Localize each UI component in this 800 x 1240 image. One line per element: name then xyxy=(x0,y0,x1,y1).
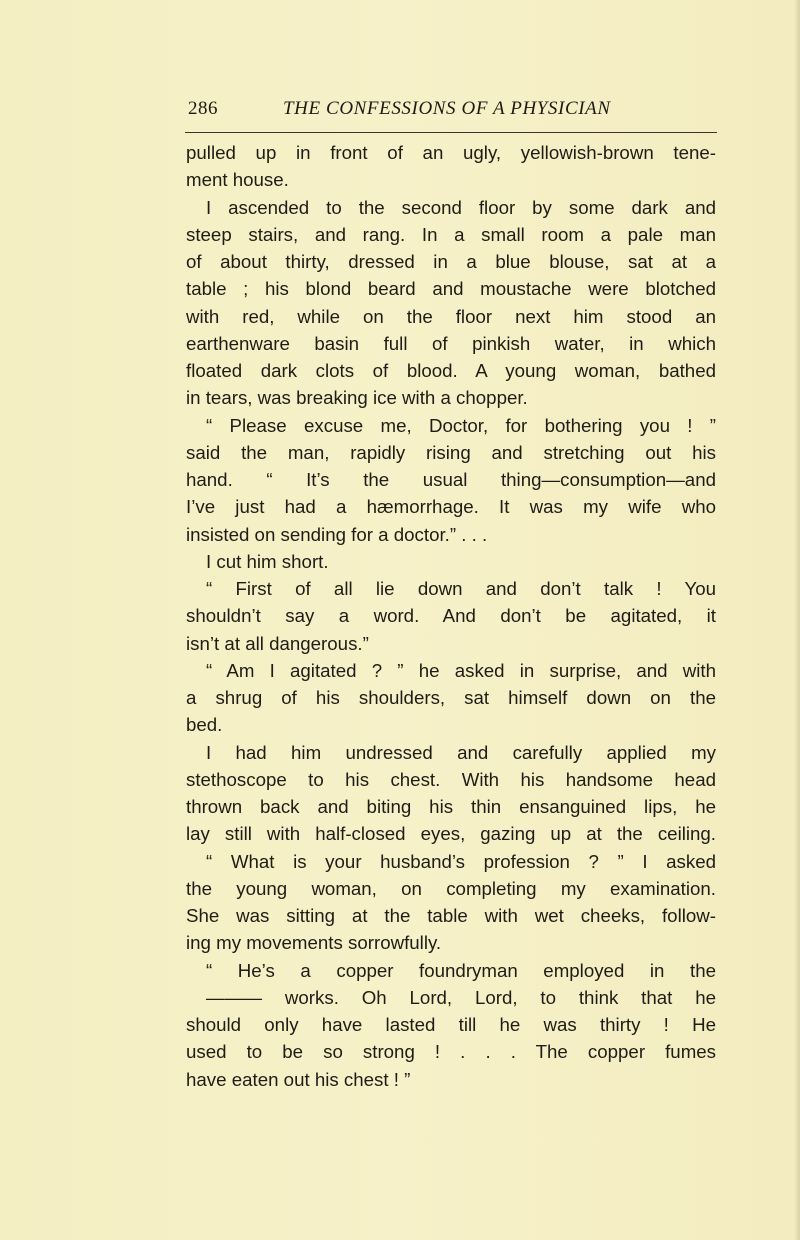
text-line: isn’t at all dangerous.” xyxy=(186,632,369,654)
page-header xyxy=(188,98,748,122)
text-line: I had him undressed and carefully applied my xyxy=(206,741,716,763)
text-line: pulled up in front of an ugly, yellowish-brown tene- xyxy=(186,142,716,163)
text-line: a shrug of his shoulders, sat himself down on the xyxy=(186,687,716,708)
text-line: said the man, rapidly rising and stretching out his xyxy=(186,441,716,463)
text-line: thrown back and biting his thin ensanguined lips, he xyxy=(186,796,716,817)
running-head: THE CONFESSIONS OF A PHYSICIAN xyxy=(283,98,611,119)
text-line: I cut him short. xyxy=(206,550,329,572)
text-line: lay still with half-closed eyes, gazing up at the ceiling. xyxy=(186,823,716,845)
header-rule xyxy=(185,132,717,133)
text-line: floated dark clots of blood. A young woman, bathed xyxy=(186,360,716,381)
text-line: “ He’s a copper foundryman employed in the xyxy=(206,959,716,981)
text-line: earthenware basin full of pinkish water, in which xyxy=(186,332,716,354)
text-line: ment house. xyxy=(186,169,289,191)
page-edge-shadow xyxy=(794,0,800,1240)
text-line: I’ve just had a hæmorrhage. It was my wife who xyxy=(186,496,716,518)
text-line: stethoscope to his chest. With his handsome head xyxy=(186,768,716,790)
text-line: “ Am I agitated ? ” he asked in surprise, and with xyxy=(206,659,716,681)
text-line: She was sitting at the table with wet cheeks, follow- xyxy=(186,905,716,926)
text-line: table ; his blond beard and moustache were blotched xyxy=(186,278,716,300)
text-line: used to be so strong ! . . . The copper fumes xyxy=(186,1041,716,1063)
text-line: have eaten out his chest ! ” xyxy=(186,1068,411,1090)
text-line: hand. “ It’s the usual thing—consumption—and xyxy=(186,469,716,490)
text-line: shouldn’t say a word. And don’t be agitated, it xyxy=(186,605,716,627)
text-line: “ Please excuse me, Doctor, for bothering you ! ” xyxy=(206,414,716,436)
text-line: with red, while on the floor next him stood an xyxy=(186,305,716,327)
text-line: of about thirty, dressed in a blue blouse, sat at a xyxy=(186,251,716,272)
text-line: ing my movements sorrowfully. xyxy=(186,932,442,954)
text-line: “ First of all lie down and don’t talk ! You xyxy=(206,578,716,599)
text-line: I ascended to the second floor by some dark and xyxy=(206,196,716,218)
text-line: the young woman, on completing my examination. xyxy=(186,877,716,899)
text-line: ——— works. Oh Lord, Lord, to think that he xyxy=(206,986,716,1008)
text-line: steep stairs, and rang. In a small room a pale man xyxy=(186,223,716,245)
text-line: insisted on sending for a doctor.” . . . xyxy=(186,523,488,545)
text-line: should only have lasted till he was thirty ! He xyxy=(186,1014,716,1035)
page-number: 286 xyxy=(188,98,218,119)
body-text xyxy=(186,139,716,1093)
text-line: “ What is your husband’s profession ? ” I asked xyxy=(206,850,716,872)
text-line: in tears, was breaking ice with a chopper. xyxy=(186,387,528,409)
text-line: bed. xyxy=(186,714,223,736)
